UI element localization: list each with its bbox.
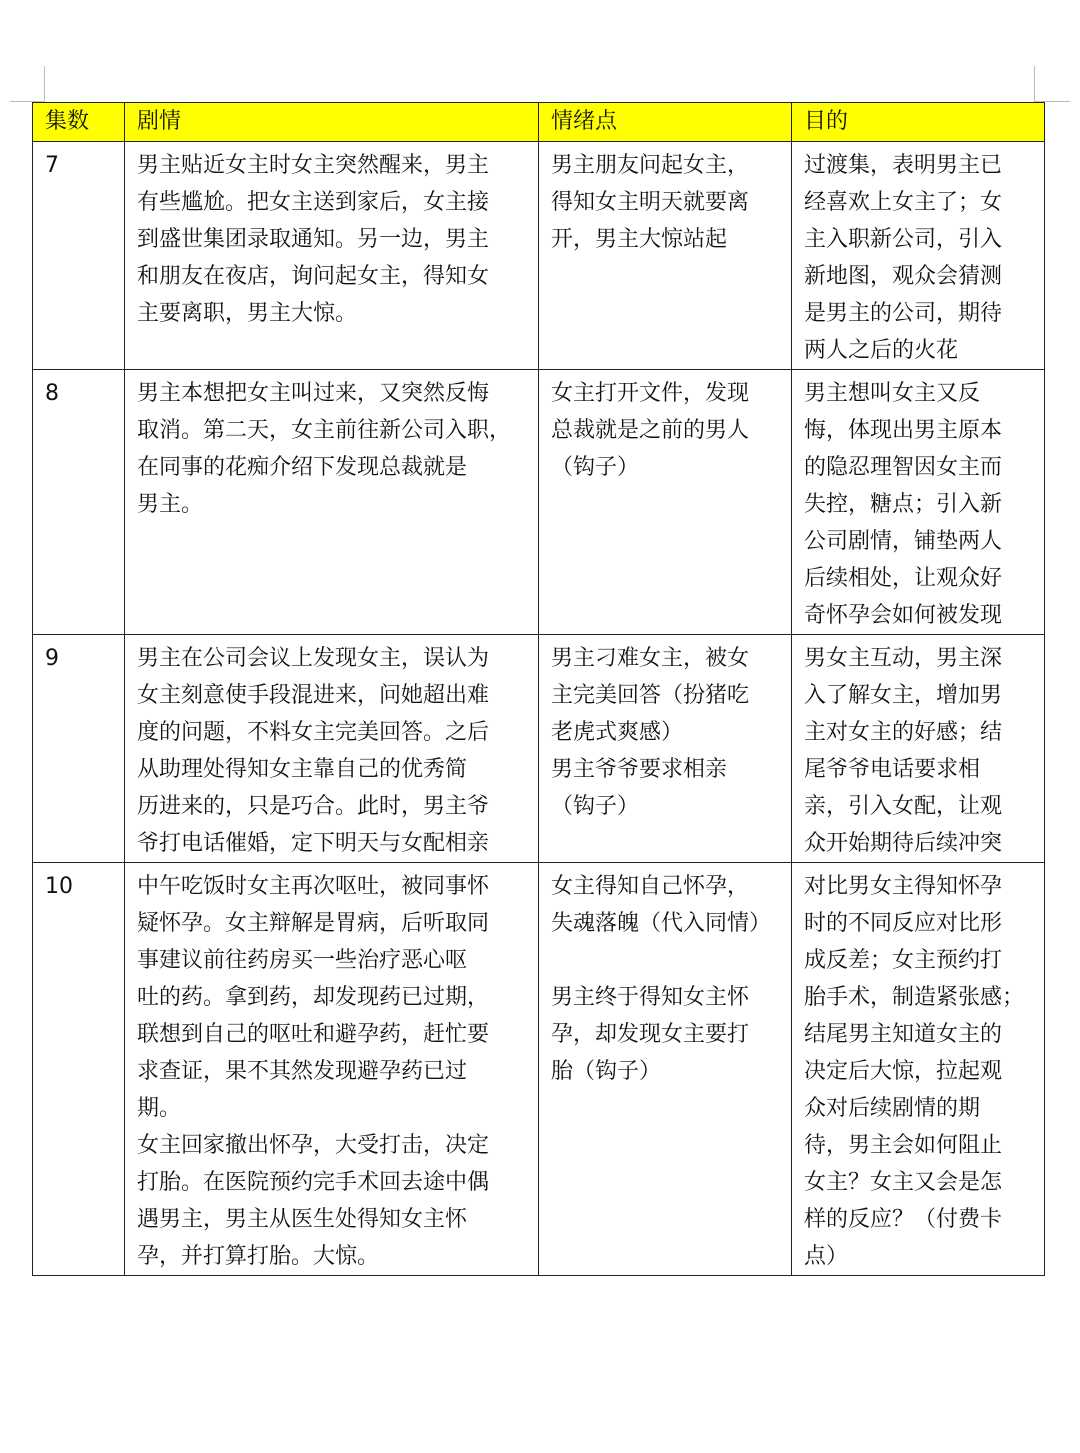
plot-line: 联想到自己的呕吐和避孕药，赶忙要 [137, 1022, 490, 1047]
emotion-cell [539, 635, 792, 863]
table-body [33, 142, 1045, 1276]
plot-line: 有些尴尬。把女主送到家后，女主接 [137, 190, 490, 215]
purpose-line: 结尾男主知道女主的 [804, 1022, 1003, 1047]
purpose-line: 时的不同反应对比形 [804, 911, 1003, 936]
emotion-line: 孕，却发现女主要打 [551, 1022, 750, 1047]
episode-cell: 10 [33, 863, 125, 1276]
emotion-line: 男主刁难女主，被女 [551, 646, 750, 671]
plot-line: 历进来的，只是巧合。此时，男主爷 [137, 794, 490, 819]
purpose-line: 成反差；女主预约打 [804, 948, 1003, 973]
purpose-line: 失控，糖点；引入新 [804, 492, 1003, 517]
plot-line: 度的问题，不料女主完美回答。之后 [137, 720, 490, 745]
table-row [33, 370, 1045, 635]
table-row [33, 635, 1045, 863]
purpose-line: 男主想叫女主又反 [804, 381, 981, 406]
plot-line: 求查证，果不其然发现避孕药已过 [137, 1059, 468, 1084]
purpose-line: 两人之后的火花 [804, 338, 959, 363]
episode-cell: 8 [33, 370, 125, 635]
emotion-line: 女主得知自己怀孕， [551, 874, 750, 899]
purpose-line: 入了解女主，增加男 [804, 683, 1003, 708]
plot-line: 孕，并打算打胎。大惊。 [137, 1244, 380, 1269]
plot-line: 从助理处得知女主靠自己的优秀简 [137, 757, 468, 782]
purpose-cell [792, 142, 1045, 370]
emotion-line: 失魂落魄（代入同情） [551, 911, 772, 936]
plot-line: 女主回家撤出怀孕，大受打击，决定 [137, 1133, 490, 1158]
plot-line: 疑怀孕。女主辩解是胃病，后听取同 [137, 911, 490, 936]
emotion-line: 胎（钩子） [551, 1059, 662, 1084]
purpose-line: 对比男女主得知怀孕 [804, 874, 1003, 899]
emotion-line: 男主终于得知女主怀 [551, 985, 750, 1010]
table-row [33, 142, 1045, 370]
episode-cell: 7 [33, 142, 125, 370]
emotion-line: 主完美回答（扮猪吃 [551, 683, 750, 708]
purpose-line: 胎手术，制造紧张感； [804, 985, 1025, 1010]
emotion-line: 男主朋友问起女主， [551, 153, 750, 178]
plot-line: 男主在公司会议上发现女主，误认为 [137, 646, 490, 671]
plot-line: 事建议前往药房买一些治疗恶心呕 [137, 948, 468, 973]
purpose-line: 点） [804, 1244, 849, 1269]
plot-line: 男主贴近女主时女主突然醒来，男主 [137, 153, 490, 178]
purpose-line: 公司剧情，铺垫两人 [804, 529, 1003, 554]
plot-line: 吐的药。拿到药，却发现药已过期， [137, 985, 490, 1010]
plot-line: 男主本想把女主叫过来，又突然反悔 [137, 381, 490, 406]
header-emotion: 情绪点 [539, 103, 792, 142]
plot-line: 和朋友在夜店，询问起女主，得知女 [137, 264, 490, 289]
purpose-line: 男女主互动，男主深 [804, 646, 1003, 671]
purpose-line: 奇怀孕会如何被发现 [804, 603, 1003, 628]
emotion-line: 女主打开文件，发现 [551, 381, 750, 406]
purpose-line: 主对女主的好感；结 [804, 720, 1003, 745]
plot-line: 在同事的花痴介绍下发现总裁就是 [137, 455, 468, 480]
plot-cell [125, 635, 539, 863]
plot-line: 男主。 [137, 492, 204, 517]
plot-line: 爷打电话催婚，定下明天与女配相亲 [137, 831, 490, 856]
purpose-cell [792, 370, 1045, 635]
emotion-line: 男主爷爷要求相亲 [551, 757, 728, 782]
purpose-line: 样的反应？（付费卡 [804, 1207, 1003, 1232]
purpose-line: 众开始期待后续冲突 [804, 831, 1003, 856]
purpose-line: 女主？女主又会是怎 [804, 1170, 1003, 1195]
emotion-line: 总裁就是之前的男人 [551, 418, 750, 443]
plot-line: 打胎。在医院预约完手术回去途中偶 [137, 1170, 490, 1195]
purpose-line: 经喜欢上女主了；女 [804, 190, 1003, 215]
emotion-cell [539, 370, 792, 635]
header-purpose: 目的 [792, 103, 1045, 142]
purpose-line: 亲，引入女配，让观 [804, 794, 1003, 819]
paragraph-gap [551, 942, 779, 979]
plot-line: 主要离职，男主大惊。 [137, 301, 358, 326]
plot-line: 女主刻意使手段混进来，问她超出难 [137, 683, 490, 708]
emotion-line: （钩子） [551, 794, 640, 819]
purpose-line: 新地图，观众会猜测 [804, 264, 1003, 289]
emotion-line: 老虎式爽感） [551, 720, 684, 745]
crop-mark-top-left-vertical [44, 66, 45, 102]
purpose-line: 待，男主会如何阻止 [804, 1133, 1003, 1158]
purpose-line: 众对后续剧情的期 [804, 1096, 981, 1121]
header-episode: 集数 [33, 103, 125, 142]
plot-line: 到盛世集团录取通知。另一边，男主 [137, 227, 490, 252]
emotion-cell [539, 142, 792, 370]
emotion-line: 得知女主明天就要离 [551, 190, 750, 215]
purpose-cell [792, 863, 1045, 1276]
purpose-line: 过渡集，表明男主已 [804, 153, 1003, 178]
emotion-line: （钩子） [551, 455, 640, 480]
table-header-row [33, 103, 1045, 142]
plot-cell [125, 142, 539, 370]
purpose-line: 主入职新公司，引入 [804, 227, 1003, 252]
episode-outline-table [32, 102, 1045, 1276]
table-row [33, 863, 1045, 1276]
purpose-line: 后续相处，让观众好 [804, 566, 1003, 591]
plot-line: 遇男主，男主从医生处得知女主怀 [137, 1207, 468, 1232]
purpose-line: 悔，体现出男主原本 [804, 418, 1003, 443]
purpose-line: 决定后大惊，拉起观 [804, 1059, 1003, 1084]
plot-cell [125, 863, 539, 1276]
purpose-cell [792, 635, 1045, 863]
plot-cell [125, 370, 539, 635]
plot-line: 中午吃饭时女主再次呕吐，被同事怀 [137, 874, 490, 899]
purpose-line: 尾爷爷电话要求相 [804, 757, 981, 782]
emotion-cell [539, 863, 792, 1276]
purpose-line: 的隐忍理智因女主而 [804, 455, 1003, 480]
plot-line: 期。 [137, 1096, 182, 1121]
episode-cell: 9 [33, 635, 125, 863]
purpose-line: 是男主的公司，期待 [804, 301, 1003, 326]
emotion-line: 开，男主大惊站起 [551, 227, 728, 252]
header-plot: 剧情 [125, 103, 539, 142]
crop-mark-top-right-vertical [1034, 66, 1035, 102]
plot-line: 取消。第二天，女主前往新公司入职， [137, 418, 512, 443]
